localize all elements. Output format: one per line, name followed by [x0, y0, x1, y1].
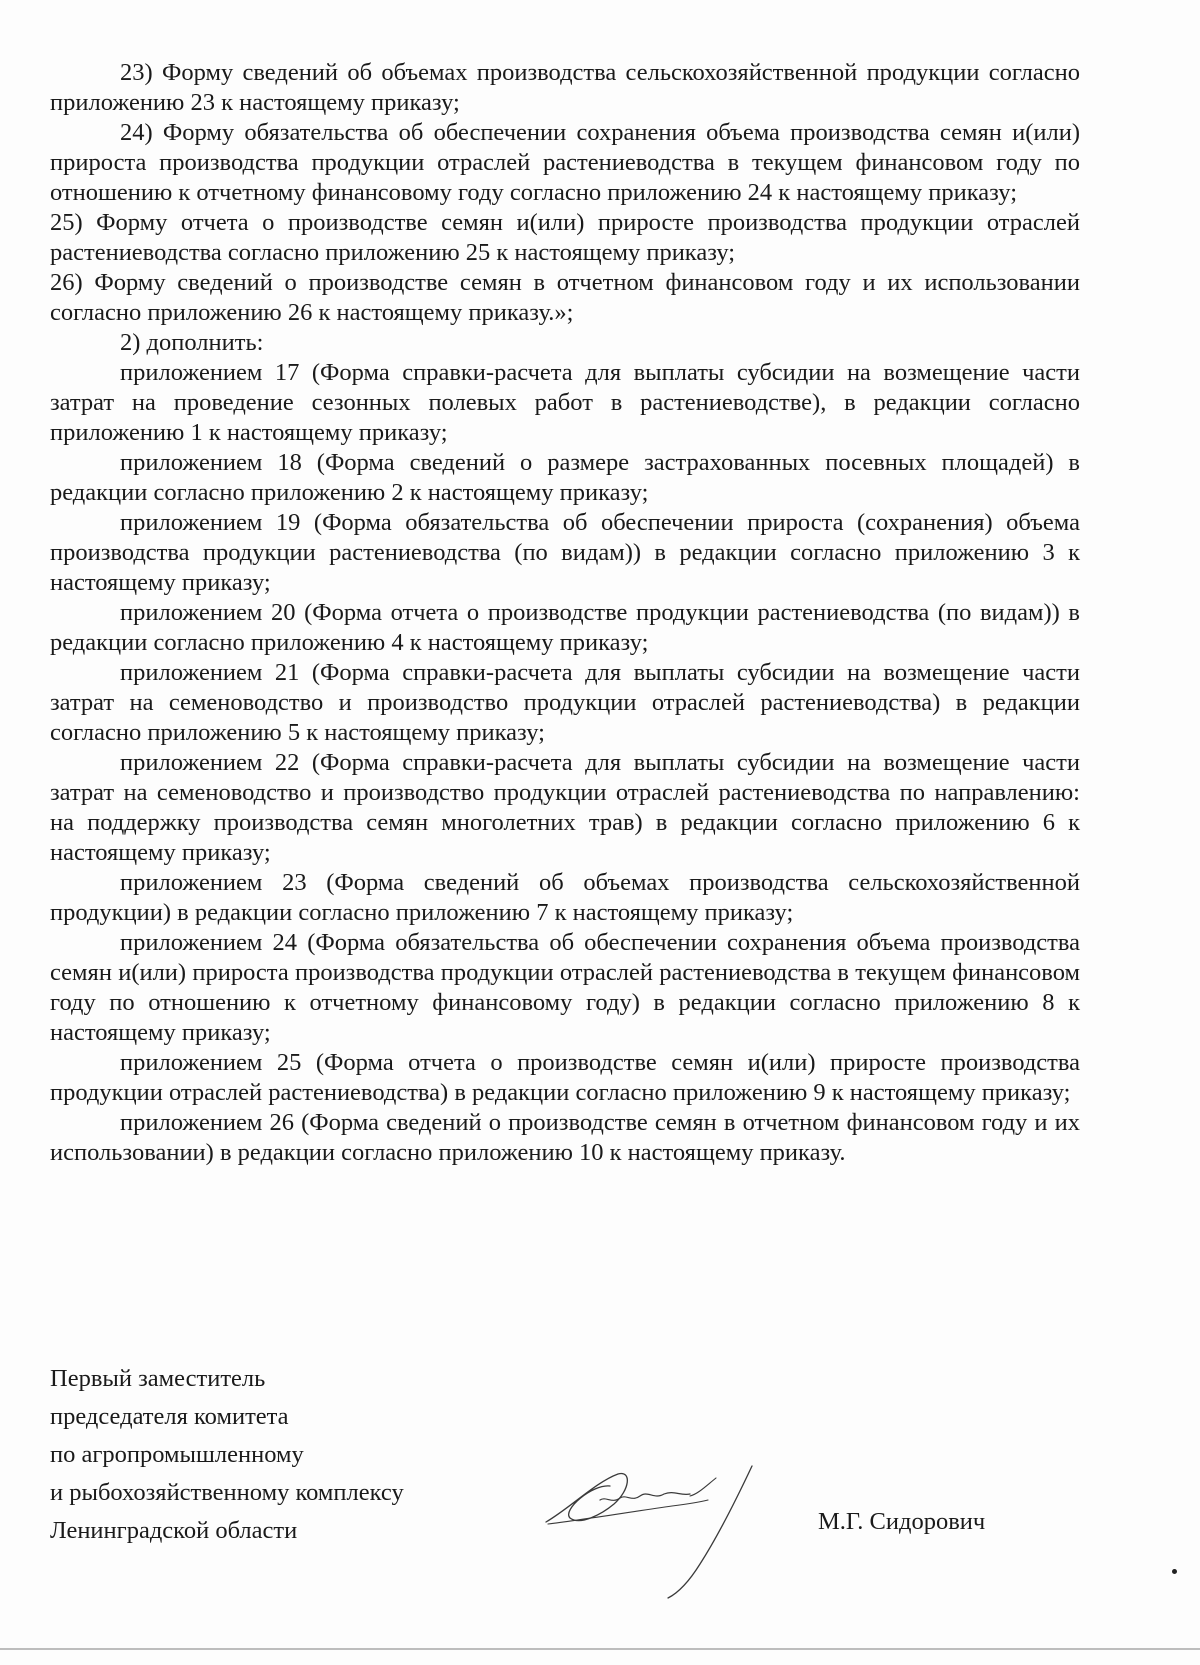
paragraph-appendix-24: приложением 24 (Форма обязательства об обеспечении сохранения объема производства семян и(или) прироста производства продукции отраслей растениеводства в текущем финансовом году по отношению к отчетному финансовому году) в редакции согласно приложению 8 к настоящему приказу;: [50, 929, 1080, 1046]
paragraph-item-24: 24) Форму обязательства об обеспечении сохранения объема производства семян и(или) прироста производства продукции отраслей растениеводства в текущем финансовом году по отношению к отчетному финансовому году согласно приложению 24 к настоящему приказу;: [50, 119, 1080, 206]
paragraph-item-25: 25) Форму отчета о производстве семян и(или) приросте производства продукции отраслей растениеводства согласно приложению 25 к настоящему приказу;: [50, 209, 1080, 266]
paragraph-appendix-22: приложением 22 (Форма справки-расчета для выплаты субсидии на возмещение части затрат на семеноводство и производство продукции отраслей растениеводства по направлению: на поддержку производства семян многолетних трав) в редакции согласно приложению 6 к настоящему приказу;: [50, 749, 1080, 866]
paragraph-appendix-19: приложением 19 (Форма обязательства об обеспечении прироста (сохранения) объема производства продукции растениеводства (по видам)) в редакции согласно приложению 3 к настоящему приказу;: [50, 509, 1080, 596]
paragraph-item-26: 26) Форму сведений о производстве семян в отчетном финансовом году и их использовании согласно приложению 26 к настоящему приказу.»;: [50, 269, 1080, 326]
paragraph-appendix-23: приложением 23 (Форма сведений об объемах производства сельскохозяйственной продукции) в редакции согласно приложению 7 к настоящему приказу;: [50, 869, 1080, 926]
handwritten-signature: [540, 1460, 780, 1600]
position-line: и рыбохозяйственному комплексу: [50, 1479, 404, 1506]
position-line: председателя комитета: [50, 1403, 289, 1430]
document-body: [50, 58, 1080, 1168]
paragraph-appendix-17: приложением 17 (Форма справки-расчета для выплаты субсидии на возмещение части затрат на проведение сезонных полевых работ в растениеводстве), в редакции согласно приложению 1 к настоящему приказу;: [50, 359, 1080, 446]
paragraph-appendix-20: приложением 20 (Форма отчета о производстве продукции растениеводства (по видам)) в редакции согласно приложению 4 к настоящему приказу;: [50, 599, 1080, 656]
signer-name: М.Г. Сидорович: [818, 1508, 986, 1535]
paragraph-appendix-21: приложением 21 (Форма справки-расчета для выплаты субсидии на возмещение части затрат на семеноводство и производство продукции отраслей растениеводства) в редакции согласно приложению 5 к настоящему приказу;: [50, 659, 1080, 746]
position-line: Ленинградской области: [50, 1517, 298, 1544]
scan-edge-line: [0, 1648, 1200, 1650]
paragraph-appendix-25: приложением 25 (Форма отчета о производстве семян и(или) приросте производства продукции отраслей растениеводства) в редакции согласно приложению 9 к настоящему приказу;: [50, 1049, 1080, 1106]
scan-speck: [1172, 1569, 1177, 1574]
paragraph-appendix-26: приложением 26 (Форма сведений о производстве семян в отчетном финансовом году и их использовании) в редакции согласно приложению 10 к настоящему приказу.: [50, 1109, 1080, 1166]
position-line: по агропромышленному: [50, 1441, 304, 1468]
paragraph-appendix-18: приложением 18 (Форма сведений о размере застрахованных посевных площадей) в редакции согласно приложению 2 к настоящему приказу;: [50, 449, 1080, 506]
paragraph-supplement-intro: 2) дополнить:: [120, 329, 264, 356]
paragraph-item-23: 23) Форму сведений об объемах производства сельскохозяйственной продукции согласно приложению 23 к настоящему приказу;: [50, 59, 1080, 116]
signatory-position: [50, 1360, 530, 1550]
position-line: Первый заместитель: [50, 1365, 266, 1392]
